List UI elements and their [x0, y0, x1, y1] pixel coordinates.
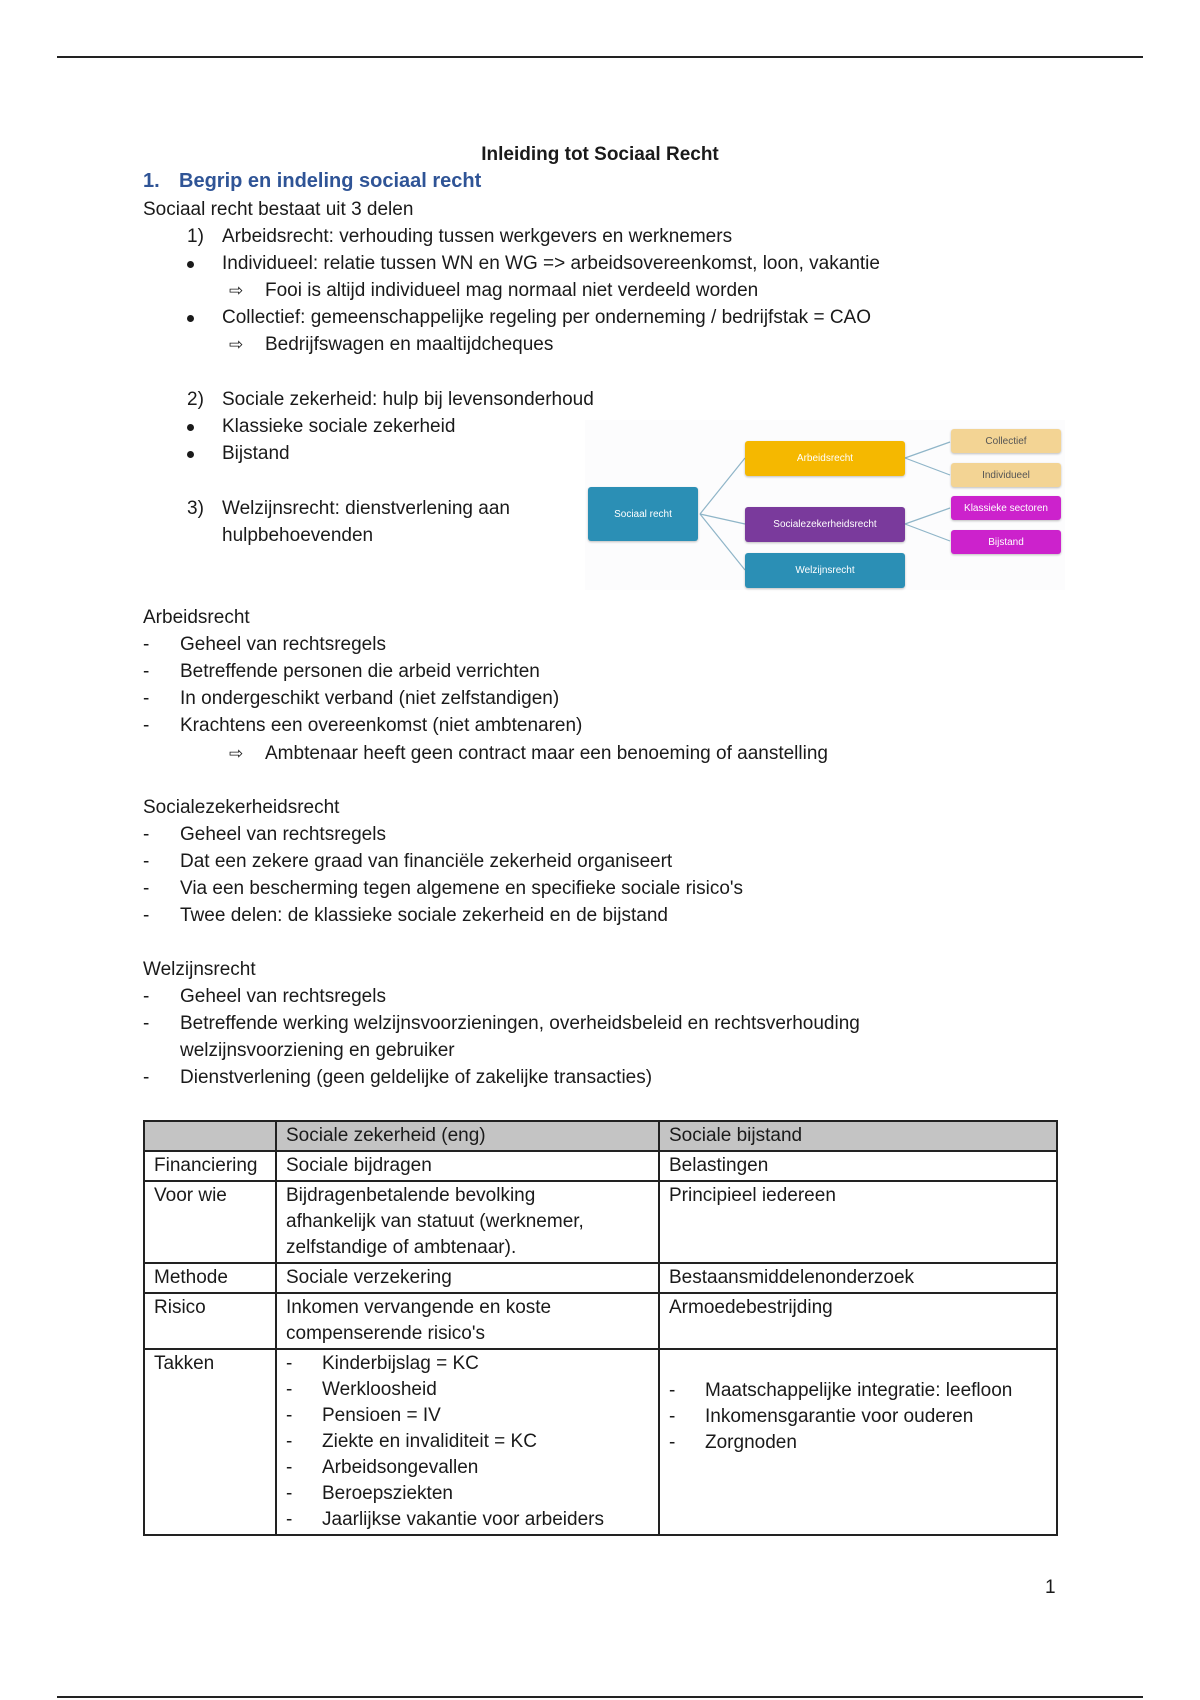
part1-number: 1)	[187, 226, 204, 247]
table-cell	[276, 1181, 659, 1263]
dash-marker: -	[143, 851, 150, 872]
row-label: Risico	[144, 1293, 276, 1349]
section-number: 1.	[143, 170, 160, 192]
list-item: Geheel van rechtsregels	[180, 986, 386, 1007]
row-label: Methode	[144, 1263, 276, 1293]
section-heading-text: Begrip en indeling sociaal recht	[179, 170, 482, 192]
list-item: Krachtens een overeenkomst (niet ambtenaren)	[180, 715, 583, 736]
cell-line: afhankelijk van statuut (werknemer,	[286, 1211, 584, 1232]
takken-list	[286, 1351, 649, 1533]
list-item: In ondergeschikt verband (niet zelfstandigen)	[180, 688, 560, 709]
part1-bullet-collectief: Collectief: gemeenschappelijke regeling per onderneming / bedrijfstak = CAO	[222, 307, 871, 328]
dash-marker: -	[143, 986, 150, 1007]
row-label: Takken	[144, 1349, 276, 1535]
connector-line	[905, 508, 950, 524]
row-label: Voor wie	[144, 1181, 276, 1263]
table-cell: Bestaansmiddelenonderzoek	[659, 1263, 1057, 1293]
dash-marker: -	[143, 715, 150, 736]
arbeidsrecht-title: Arbeidsrecht	[143, 607, 250, 628]
connector-line	[905, 442, 950, 458]
dash-marker: -	[143, 824, 150, 845]
list-item: Dat een zekere graad van financiële zekerheid organiseert	[180, 851, 673, 872]
list-item: Via een bescherming tegen algemene en specifieke sociale risico's	[180, 878, 744, 899]
dash-marker: -	[143, 661, 150, 682]
cell-line: compenserende risico's	[286, 1323, 485, 1344]
table-row	[144, 1349, 1057, 1535]
comparison-table	[143, 1120, 1058, 1536]
arrow-icon: ⇨	[229, 744, 244, 763]
list-item: - Maatschappelijke integratie: leefloon	[669, 1378, 1047, 1404]
dash-marker: -	[143, 634, 150, 655]
dash-marker: -	[143, 1013, 150, 1034]
table-row	[144, 1181, 1057, 1263]
node-arbeidsrecht: Arbeidsrecht	[745, 441, 905, 476]
page-title: Inleiding tot Sociaal Recht	[481, 144, 719, 165]
list-item-continuation: welzijnsvoorziening en gebruiker	[180, 1040, 455, 1061]
part3-text-line1: Welzijnsrecht: dienstverlening aan	[222, 498, 510, 519]
bullet-dot	[187, 451, 194, 458]
arbeidsrecht-arrow-text: Ambtenaar heeft geen contract maar een benoeming of aanstelling	[265, 743, 828, 764]
intro-text: Sociaal recht bestaat uit 3 delen	[143, 199, 414, 220]
part2-bullet-bijstand: Bijstand	[222, 443, 290, 464]
table-row	[144, 1151, 1057, 1181]
list-item: Geheel van rechtsregels	[180, 824, 386, 845]
node-individueel: Individueel	[951, 463, 1061, 487]
list-item: Geheel van rechtsregels	[180, 634, 386, 655]
list-item: Betreffende personen die arbeid verrichten	[180, 661, 540, 682]
welzijnsrecht-title: Welzijnsrecht	[143, 959, 256, 980]
header-cell-empty	[144, 1121, 276, 1151]
node-sociaal-recht: Sociaal recht	[588, 487, 698, 541]
arrow-icon: ⇨	[229, 281, 244, 300]
table-cell: Belastingen	[659, 1151, 1057, 1181]
list-item: - Ziekte en invaliditeit = KC	[286, 1429, 649, 1455]
bullet-dot	[187, 261, 194, 268]
table-cell	[276, 1349, 659, 1535]
part1-arrow-bedrijfswagen: Bedrijfswagen en maaltijdcheques	[265, 334, 554, 355]
node-bijstand: Bijstand	[951, 530, 1061, 554]
bullet-dot	[187, 315, 194, 322]
node-welzijnsrecht: Welzijnsrecht	[745, 553, 905, 588]
header-cell-sociale-bijstand: Sociale bijstand	[659, 1121, 1057, 1151]
socialezekerheidsrecht-title: Socialezekerheidsrecht	[143, 797, 340, 818]
list-item: - Inkomensgarantie voor ouderen	[669, 1404, 1047, 1430]
node-klassieke-sectoren: Klassieke sectoren	[951, 496, 1061, 520]
part1-bullet-individueel: Individueel: relatie tussen WN en WG => arbeidsovereenkomst, loon, vakantie	[222, 253, 880, 274]
dash-marker: -	[143, 878, 150, 899]
table-cell	[659, 1349, 1057, 1535]
table-row	[144, 1293, 1057, 1349]
row-label: Financiering	[144, 1151, 276, 1181]
table-header-row	[144, 1121, 1057, 1151]
connector-line	[905, 524, 950, 541]
sociaal-recht-diagram	[585, 420, 1065, 590]
part2-text: Sociale zekerheid: hulp bij levensonderhoud	[222, 389, 594, 410]
node-socialezekerheidsrecht: Socialezekerheidsrecht	[745, 507, 905, 542]
dash-marker: -	[143, 1067, 150, 1088]
list-item: - Kinderbijslag = KC	[286, 1351, 649, 1377]
list-item: - Werkloosheid	[286, 1377, 649, 1403]
bullet-dot	[187, 424, 194, 431]
connector-line	[700, 458, 745, 514]
cell-line: Bijdragenbetalende bevolking	[286, 1185, 536, 1206]
list-item: Dienstverlening (geen geldelijke of zakelijke transacties)	[180, 1067, 653, 1088]
top-rule	[57, 56, 1143, 58]
cell-line: Inkomen vervangende en koste	[286, 1297, 552, 1318]
list-item: Twee delen: de klassieke sociale zekerheid en de bijstand	[180, 905, 668, 926]
header-cell-sociale-zekerheid: Sociale zekerheid (eng)	[276, 1121, 659, 1151]
part3-text-line2: hulpbehoevenden	[222, 525, 374, 546]
part1-arrow-fooi: Fooi is altijd individueel mag normaal niet verdeeld worden	[265, 280, 759, 301]
section-heading	[143, 170, 481, 193]
part2-number: 2)	[187, 389, 204, 410]
list-item: - Arbeidsongevallen	[286, 1455, 649, 1481]
arrow-icon: ⇨	[229, 335, 244, 354]
table-cell	[276, 1293, 659, 1349]
bijstand-takken-list	[669, 1378, 1047, 1456]
node-collectief: Collectief	[951, 429, 1061, 453]
cell-line: zelfstandige of ambtenaar).	[286, 1237, 517, 1258]
table-cell: Principieel iedereen	[659, 1181, 1057, 1263]
table-cell: Sociale verzekering	[276, 1263, 659, 1293]
table-cell: Sociale bijdragen	[276, 1151, 659, 1181]
page-number: 1	[1045, 1577, 1056, 1598]
list-item: - Zorgnoden	[669, 1430, 1047, 1456]
part3-number: 3)	[187, 498, 204, 519]
bottom-rule	[57, 1696, 1143, 1698]
part1-text: Arbeidsrecht: verhouding tussen werkgevers en werknemers	[222, 226, 733, 247]
table-cell: Armoedebestrijding	[659, 1293, 1057, 1349]
list-item: - Pensioen = IV	[286, 1403, 649, 1429]
list-item: Betreffende werking welzijnsvoorzieningen, overheidsbeleid en rechtsverhouding	[180, 1013, 860, 1034]
list-item: - Beroepsziekten	[286, 1481, 649, 1507]
dash-marker: -	[143, 688, 150, 709]
part2-bullet-klassieke: Klassieke sociale zekerheid	[222, 416, 456, 437]
connector-line	[905, 458, 950, 475]
dash-marker: -	[143, 905, 150, 926]
list-item: - Jaarlijkse vakantie voor arbeiders	[286, 1507, 649, 1533]
table-row	[144, 1263, 1057, 1293]
